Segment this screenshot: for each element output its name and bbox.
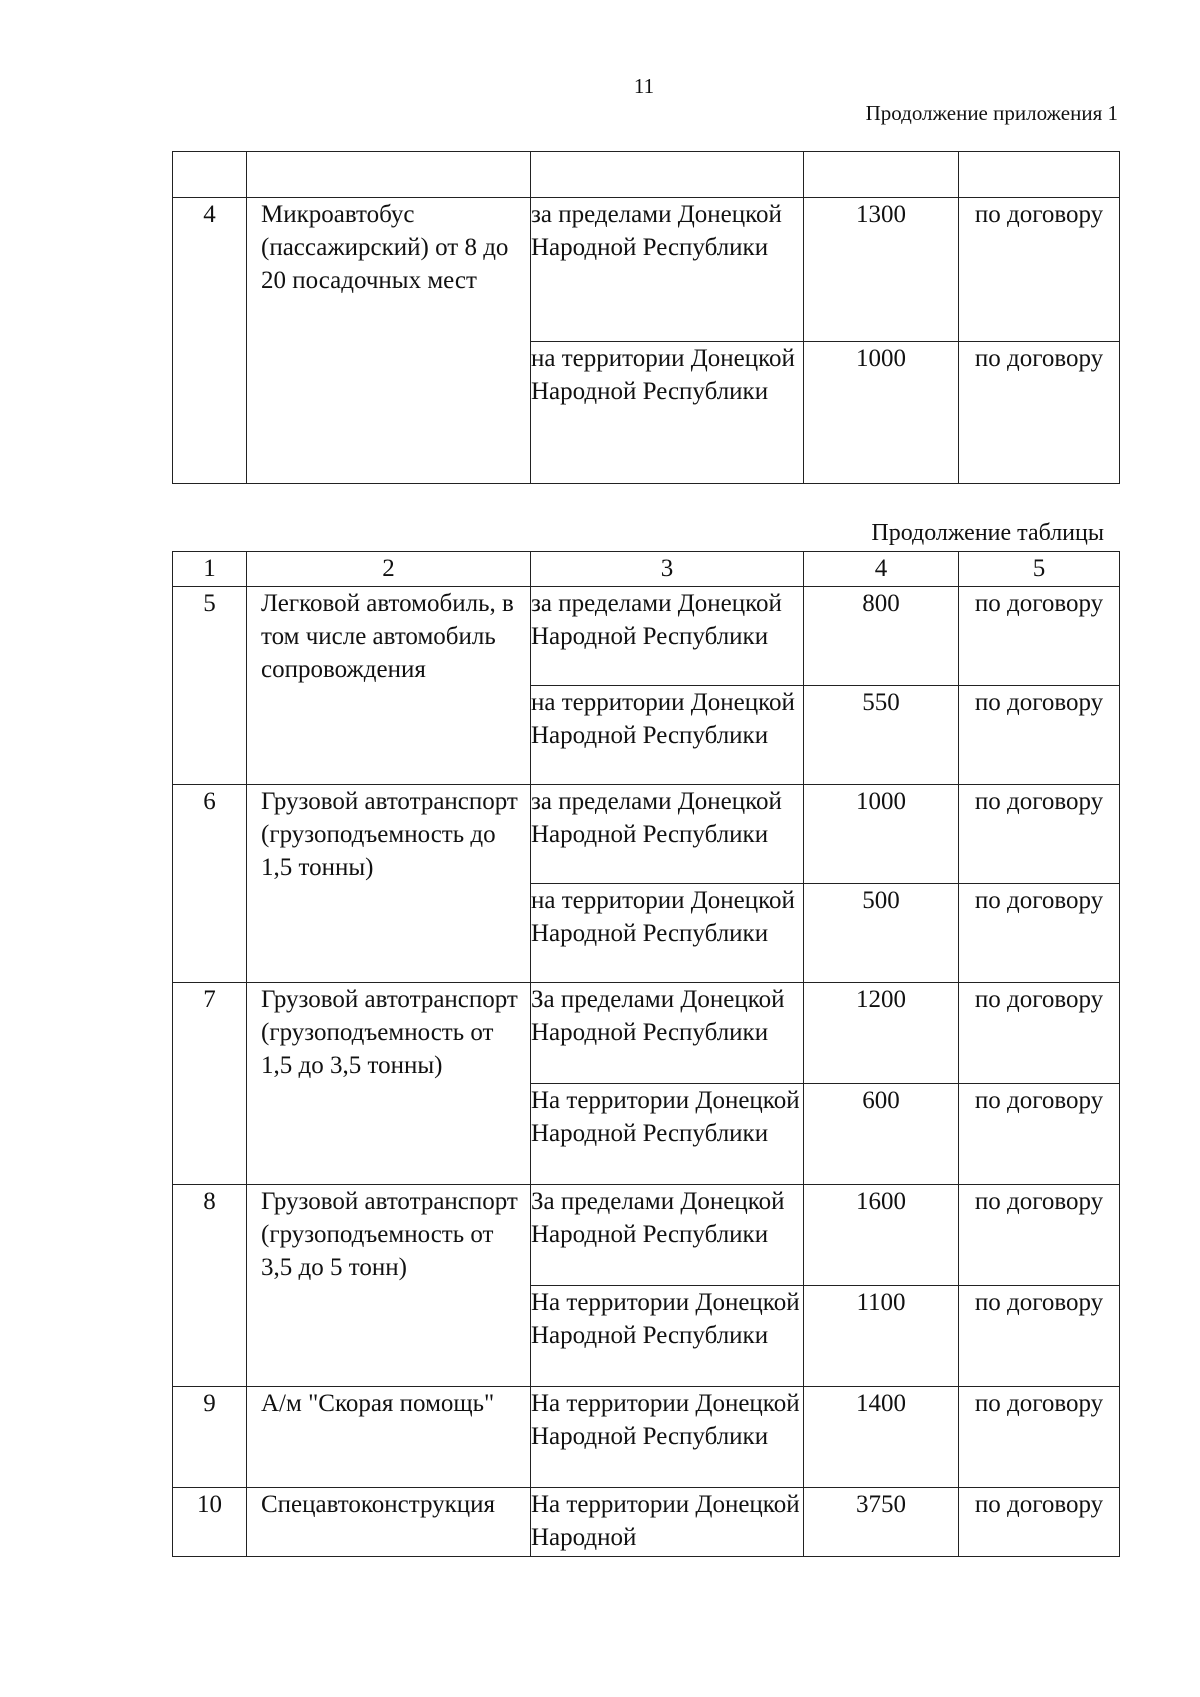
price: 1100 <box>804 1286 959 1387</box>
header-cell <box>531 152 804 198</box>
service-area: на территории Донецкой Народной Республики <box>531 686 804 785</box>
header-cell: 5 <box>959 552 1120 587</box>
price: 500 <box>804 884 959 983</box>
terms: по договору <box>959 884 1120 983</box>
table-row <box>173 198 1120 342</box>
header-cell: 3 <box>531 552 804 587</box>
vehicle-type: Микроавтобус (пассажирский) от 8 до 20 посадочных мест <box>247 198 531 484</box>
service-area: За пределами Донецкой Народной Республики <box>531 983 804 1084</box>
price: 1300 <box>804 198 959 342</box>
price: 1000 <box>804 785 959 884</box>
vehicle-type: Грузовой автотранспорт (грузоподъемность до 1,5 тонны) <box>247 785 531 983</box>
terms: по договору <box>959 342 1120 484</box>
terms: по договору <box>959 686 1120 785</box>
table-row <box>173 1387 1120 1488</box>
header-cell: 1 <box>173 552 247 587</box>
row-number: 7 <box>173 983 247 1185</box>
row-number: 8 <box>173 1185 247 1387</box>
terms: по договору <box>959 1185 1120 1286</box>
terms: по договору <box>959 587 1120 686</box>
service-area: за пределами Донецкой Народной Республики <box>531 587 804 686</box>
table-row <box>173 1488 1120 1557</box>
header-cell: 4 <box>804 552 959 587</box>
tariff-table-part-b <box>172 551 1120 1557</box>
terms: по договору <box>959 1286 1120 1387</box>
vehicle-type: Спецавтоконструкция <box>247 1488 531 1557</box>
vehicle-type: Легковой автомобиль, в том числе автомобиль сопровождения <box>247 587 531 785</box>
table-row <box>173 785 1120 884</box>
price: 1600 <box>804 1185 959 1286</box>
service-area: на территории Донецкой Народной Республики <box>531 884 804 983</box>
header-cell <box>804 152 959 198</box>
row-number: 10 <box>173 1488 247 1557</box>
service-area: На территории Донецкой Народной Республики <box>531 1387 804 1488</box>
terms: по договору <box>959 1387 1120 1488</box>
terms: по договору <box>959 1084 1120 1185</box>
table-row <box>173 983 1120 1084</box>
terms: по договору <box>959 198 1120 342</box>
service-area: за пределами Донецкой Народной Республики <box>531 785 804 884</box>
row-number: 6 <box>173 785 247 983</box>
price: 600 <box>804 1084 959 1185</box>
table-row <box>173 1185 1120 1286</box>
header-cell <box>173 152 247 198</box>
appendix-continuation-note: Продолжение приложения 1 <box>865 101 1118 125</box>
service-area: На территории Донецкой Народной Республики <box>531 1286 804 1387</box>
table-continuation-note: Продолжение таблицы <box>871 520 1104 546</box>
vehicle-type: Грузовой автотранспорт (грузоподъемность от 3,5 до 5 тонн) <box>247 1185 531 1387</box>
service-area: на территории Донецкой Народной Республики <box>531 342 804 484</box>
page-number: 11 <box>633 74 655 98</box>
service-area: На территории Донецкой Народной Республики <box>531 1084 804 1185</box>
price: 1000 <box>804 342 959 484</box>
terms: по договору <box>959 785 1120 884</box>
terms: по договору <box>959 983 1120 1084</box>
terms: по договору <box>959 1488 1120 1557</box>
vehicle-type: Грузовой автотранспорт (грузоподъемность от 1,5 до 3,5 тонны) <box>247 983 531 1185</box>
price: 3750 <box>804 1488 959 1557</box>
price: 550 <box>804 686 959 785</box>
price: 1200 <box>804 983 959 1084</box>
price: 1400 <box>804 1387 959 1488</box>
service-area: за пределами Донецкой Народной Республики <box>531 198 804 342</box>
service-area: За пределами Донецкой Народной Республики <box>531 1185 804 1286</box>
price: 800 <box>804 587 959 686</box>
tariff-table-part-a <box>172 151 1120 484</box>
table-row <box>173 587 1120 686</box>
vehicle-type: А/м "Скорая помощь" <box>247 1387 531 1488</box>
row-number: 5 <box>173 587 247 785</box>
row-number: 4 <box>173 198 247 484</box>
header-cell: 2 <box>247 552 531 587</box>
header-cell <box>247 152 531 198</box>
service-area: На территории Донецкой Народной <box>531 1488 804 1557</box>
row-number: 9 <box>173 1387 247 1488</box>
header-cell <box>959 152 1120 198</box>
